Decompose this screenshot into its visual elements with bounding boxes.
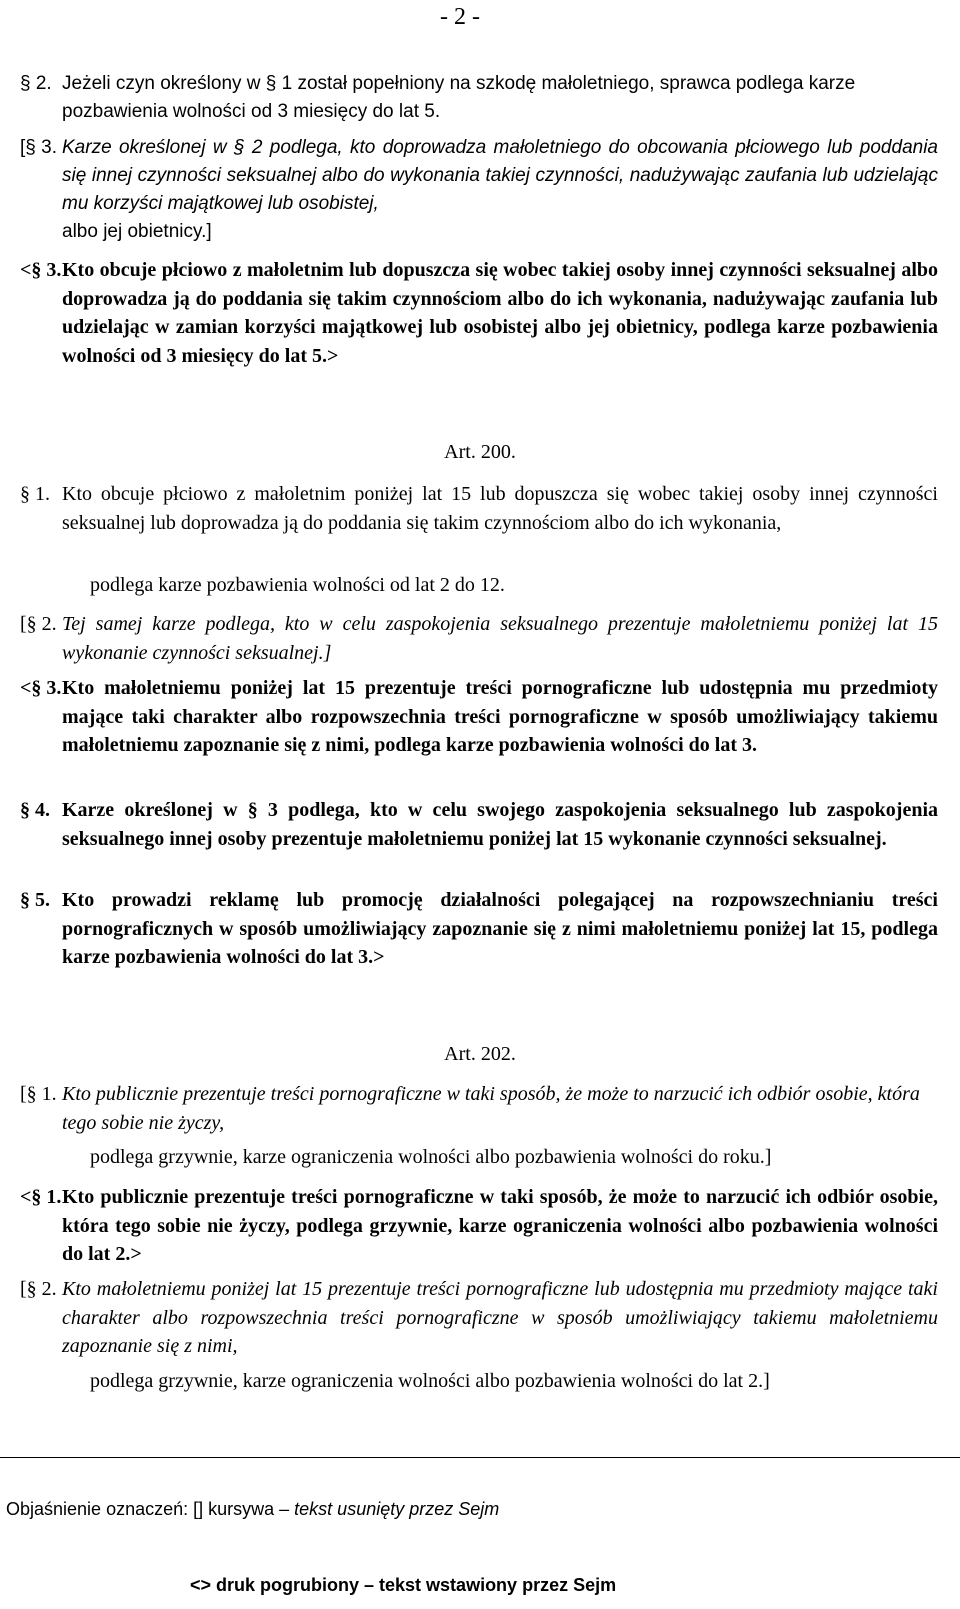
paragraph-text-tail: albo jej obietnicy.] bbox=[62, 221, 212, 242]
paragraph-label: [§ 2. bbox=[20, 1278, 57, 1300]
footer-legend-line-2: <> druk pogrubiony – tekst wstawiony przez Sejm bbox=[190, 1575, 617, 1595]
paragraph-text: Karze określonej w § 2 podlega, kto doprowadza małoletniego do obcowania płciowego lub poddania się innej czynności seksualnej albo do wykonania takiej czynności, nadużywając zaufania lub udzielając mu korzyści majątkowej lub osobistej, bbox=[62, 137, 938, 214]
footer-legend-italic: tekst usunięty przez Sejm bbox=[294, 1499, 500, 1519]
paragraph-text: Kto publicznie prezentuje treści pornograficzne w taki sposób, że może to narzucić ich odbiór osobie, która tego sobie nie życzy, bbox=[62, 1083, 920, 1134]
paragraph-2 bbox=[20, 70, 938, 126]
paragraph-text: Kto małoletniemu poniżej lat 15 prezentuje treści pornograficzne lub udostępnia mu przedmioty mające taki charakter albo rozpowszechnia treści pornograficzne w sposób umożliwiający takiemu małoletniemu zapoznanie się z nimi, bbox=[62, 1278, 938, 1357]
art202-paragraph-2-deleted-penalty: podlega grzywnie, karze ograniczenia wolności albo pozbawienia wolności do lat 2.] bbox=[90, 1370, 770, 1392]
paragraph-label: <§ 3. bbox=[20, 259, 62, 281]
paragraph-text: Kto obcuje płciowo z małoletnim lub dopuszcza się wobec takiej osoby innej czynności seksualnej albo doprowadza ją do poddania się takim czynnościom albo do ich wykonania, nadużywając zaufania lub udzielając w zamian korzyści majątkowej lub osobistej albo jej obietnicy, podlega karze pozbawienia wolności od 3 miesięcy do lat 5.> bbox=[62, 259, 938, 367]
art200-paragraph-4 bbox=[20, 796, 938, 853]
paragraph-label: § 5. bbox=[20, 889, 50, 911]
art202-paragraph-1-inserted bbox=[20, 1183, 938, 1269]
art200-paragraph-3-inserted bbox=[20, 674, 938, 760]
art200-paragraph-1 bbox=[20, 480, 938, 537]
paragraph-label: § 4. bbox=[20, 799, 50, 821]
footer-divider bbox=[0, 1457, 960, 1458]
paragraph-text: Kto obcuje płciowo z małoletnim poniżej lat 15 lub dopuszcza się wobec takiej osoby innej czynności seksualnej lub doprowadza ją do poddania się takim czynnościom albo do ich wykonania, bbox=[62, 483, 938, 534]
paragraph-text: Kto prowadzi reklamę lub promocję działalności polegającej na rozpowszechnianiu treści pornograficznych w sposób umożliwiający zapoznanie się z nimi małoletniemu poniżej lat 15, podlega karze pozbawienia wolności do lat 3.> bbox=[62, 889, 938, 968]
article-202-heading: Art. 202. bbox=[444, 1043, 516, 1065]
paragraph-text: Kto publicznie prezentuje treści pornograficzne w taki sposób, że może to narzucić ich odbiór osobie, która tego sobie nie życzy, podlega grzywnie, karze ograniczenia wolności albo pozbawienia wolności do lat 2.> bbox=[62, 1186, 938, 1265]
art200-paragraph-2-deleted bbox=[20, 610, 938, 667]
paragraph-text: Tej samej karze podlega, kto w celu zaspokojenia seksualnego prezentuje małoletniemu poniżej lat 15 wykonanie czynności seksualnej.] bbox=[62, 613, 938, 664]
art202-paragraph-1-deleted bbox=[20, 1080, 938, 1137]
paragraph-label: [§ 3. bbox=[20, 137, 57, 158]
paragraph-text: Jeżeli czyn określony w § 1 został popełniony na szkodę małoletniego, sprawca podlega karze pozbawienia wolności od 3 miesięcy do lat 5. bbox=[62, 73, 856, 122]
footer-legend-prefix: Objaśnienie oznaczeń: [] kursywa – bbox=[6, 1499, 290, 1519]
art202-paragraph-2-deleted bbox=[20, 1275, 938, 1361]
paragraph-label: [§ 2. bbox=[20, 613, 57, 635]
art202-paragraph-1-deleted-penalty: podlega grzywnie, karze ograniczenia wolności albo pozbawienia wolności do roku.] bbox=[90, 1146, 772, 1168]
paragraph-text: Kto małoletniemu poniżej lat 15 prezentuje treści pornograficzne lub udostępnia mu przedmioty mające taki charakter albo rozpowszechnia treści pornograficzne w sposób umożliwiający takiemu małoletniemu zapoznanie się z nimi, podlega karze pozbawienia wolności do lat 3. bbox=[62, 677, 938, 756]
paragraph-label: [§ 1. bbox=[20, 1083, 57, 1105]
art200-paragraph-1-penalty: podlega karze pozbawienia wolności od lat 2 do 12. bbox=[90, 574, 505, 596]
paragraph-text: Karze określonej w § 3 podlega, kto w celu swojego zaspokojenia seksualnego lub zaspokojenia seksualnego innej osoby prezentuje małoletniemu poniżej lat 15 wykonanie czynności seksualnej. bbox=[62, 799, 938, 850]
article-200-heading: Art. 200. bbox=[444, 441, 516, 463]
paragraph-label: § 1. bbox=[20, 483, 50, 505]
paragraph-label: § 2. bbox=[20, 73, 52, 94]
paragraph-3-deleted bbox=[20, 134, 938, 246]
art200-paragraph-5 bbox=[20, 886, 938, 972]
paragraph-label: <§ 3. bbox=[20, 677, 62, 699]
paragraph-3-inserted bbox=[20, 256, 938, 370]
footer-legend-line-1 bbox=[6, 1499, 499, 1520]
paragraph-label: <§ 1. bbox=[20, 1186, 62, 1208]
page-number: - 2 - bbox=[440, 4, 480, 30]
